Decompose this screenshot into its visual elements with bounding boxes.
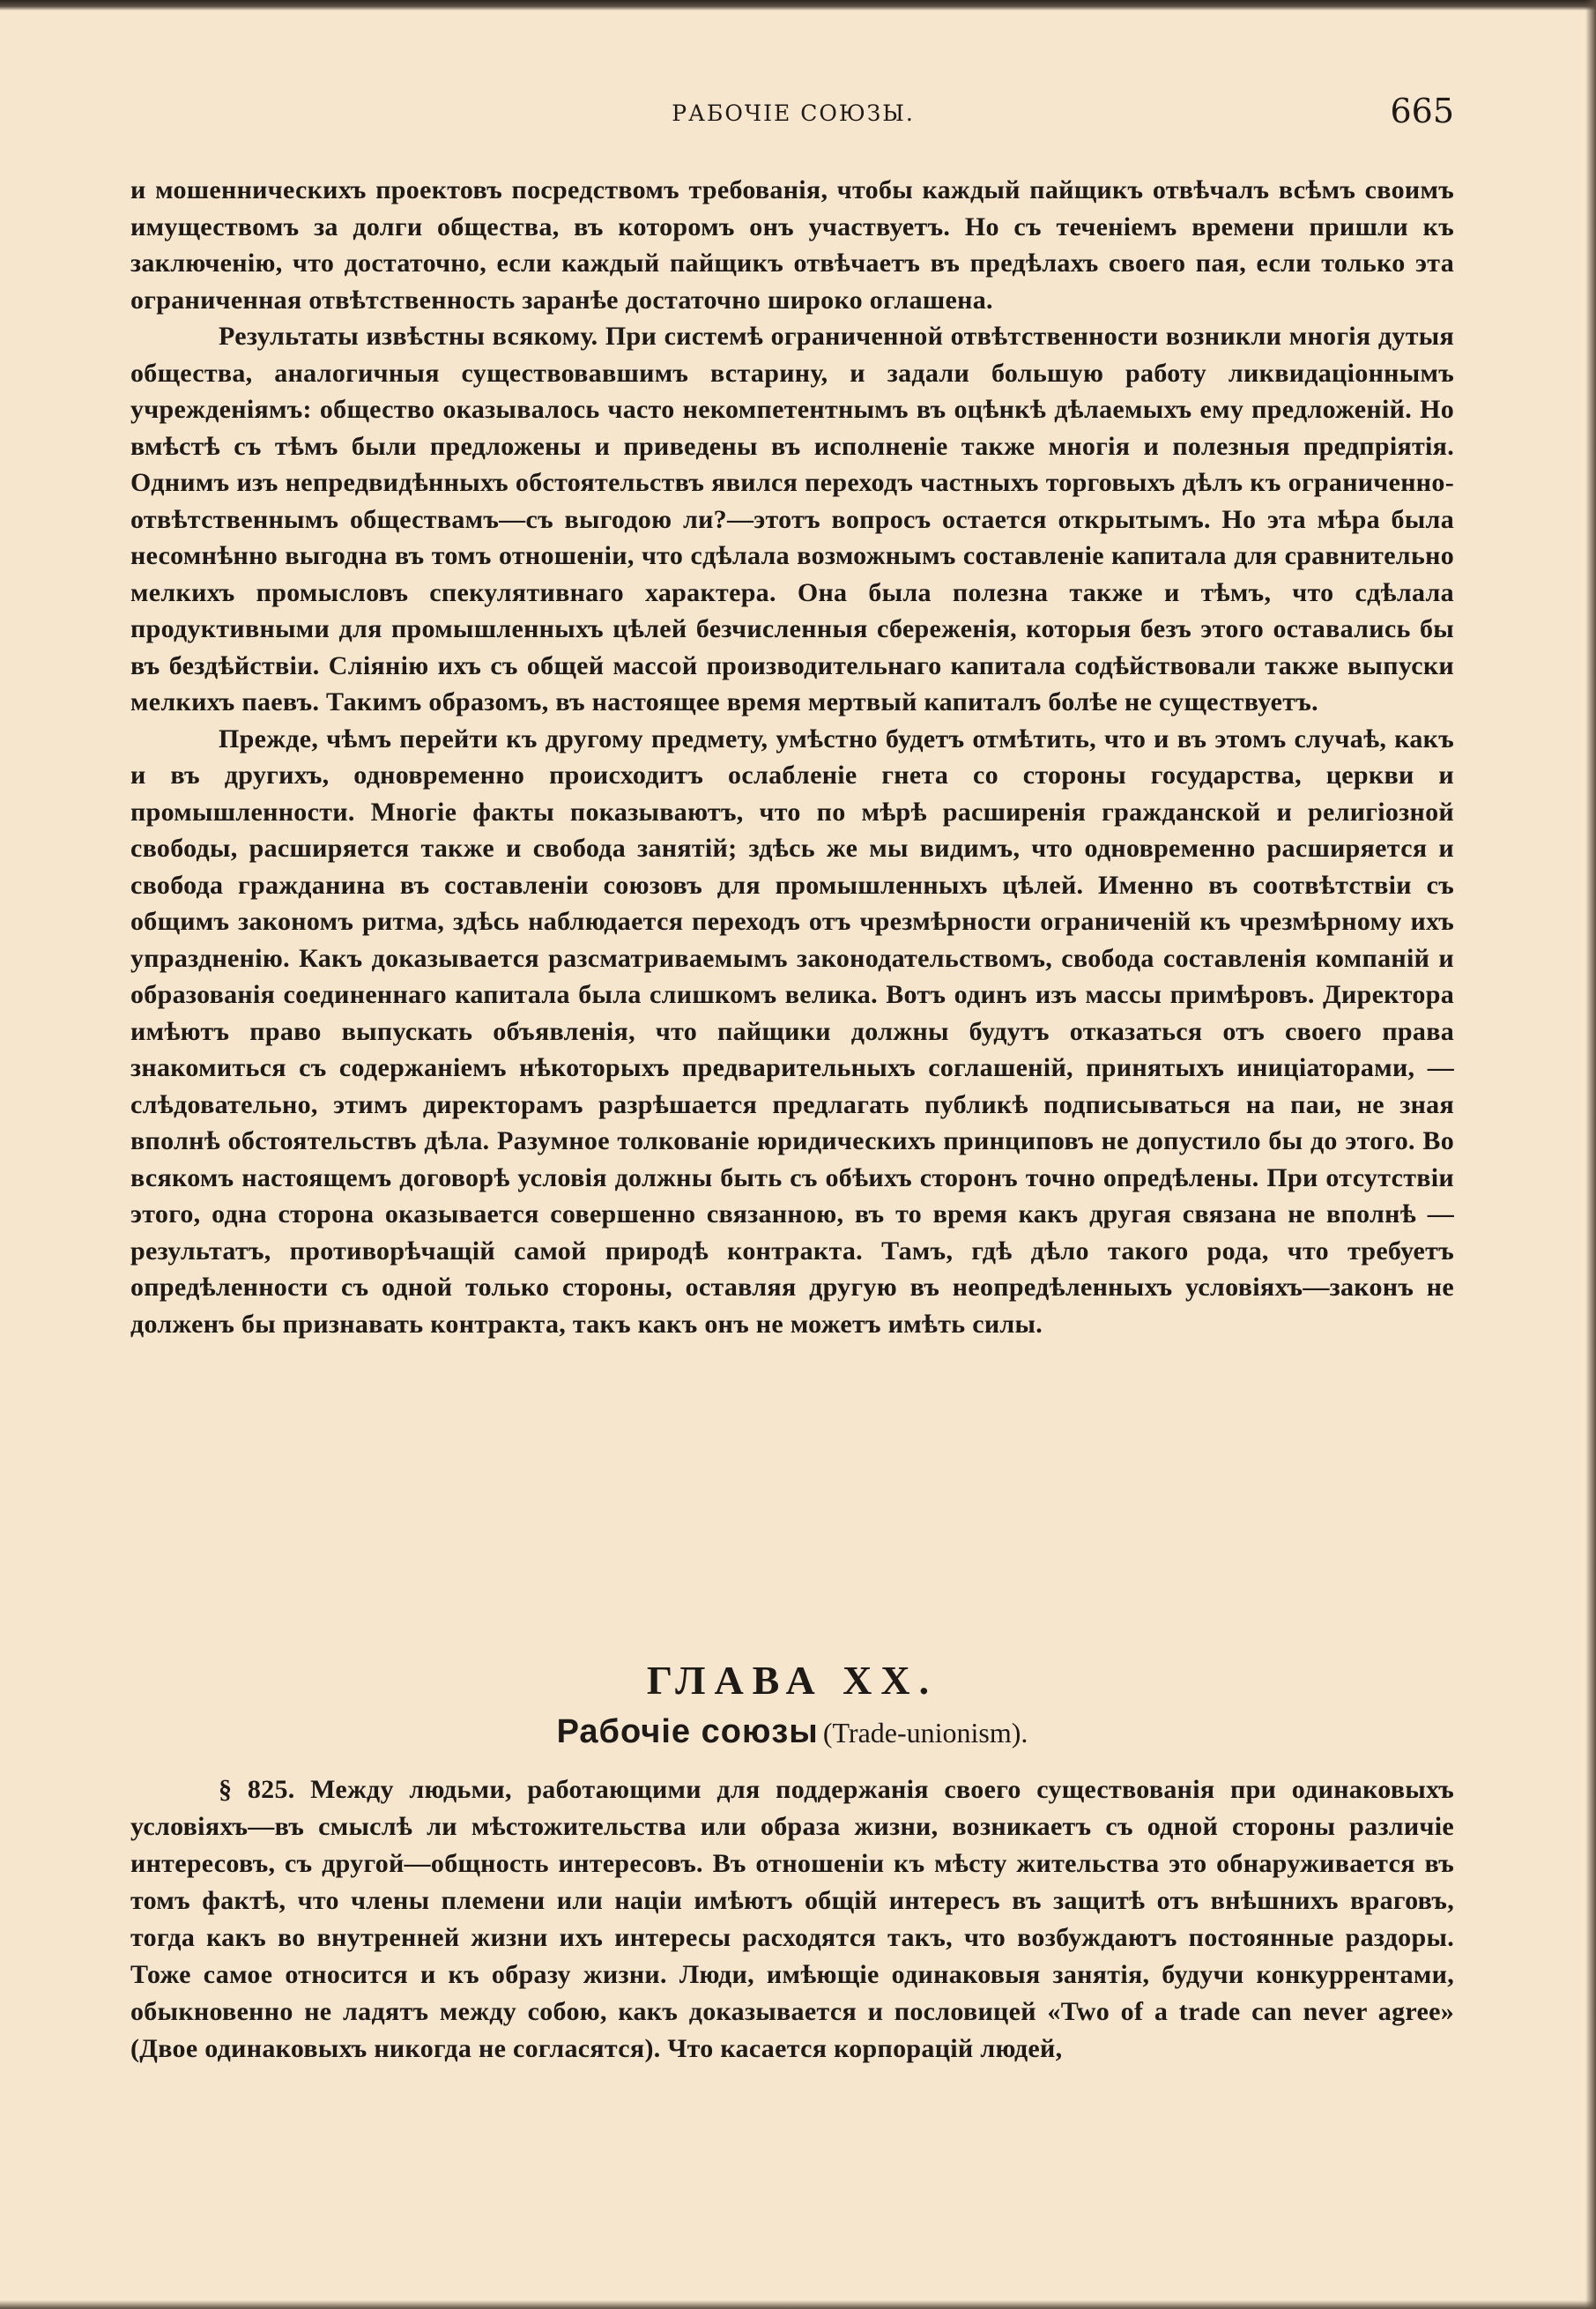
section-825 [130, 1771, 1454, 2068]
body-text [130, 172, 1454, 1342]
chapter-subtitle-parenthetical: (Trade-unionism). [822, 1717, 1028, 1748]
page-top-edge [0, 0, 1596, 11]
section-825-paragraph: § 825. Между людьми, работающими для поддержанія своего существованія при одинаковыхъ условіяхъ—въ смыслѣ ли мѣстожительства или образа жизни, возникаетъ съ одной стороны различіе интересовъ, съ другой—общность интересовъ. Въ отношеніи къ мѣсту жительства это обнаруживается въ томъ фактѣ, что члены племени или націи имѣютъ общій интересъ въ защитѣ отъ внѣшнихъ враговъ, тогда какъ во внутренней жизни ихъ интересы расходятся такъ, что возбуждаютъ постоянные раздоры. Тоже самое относится и къ образу жизни. Люди, имѣющіе одинаковыя занятія, будучи конкуррентами, обыкновенно не ладятъ между собою, какъ доказывается и пословицей «Two of a trade can never agree» (Двое одинаковыхъ никогда не согласятся). Что касается корпорацій людей, [130, 1775, 1454, 2063]
page-right-edge [1585, 0, 1596, 2309]
chapter-title: ГЛАВА XX. [646, 1658, 939, 1703]
running-title: РАБОЧІЕ СОЮЗЫ. [672, 100, 915, 126]
chapter-heading [130, 1657, 1454, 1759]
chapter-subtitle [130, 1713, 1454, 1759]
paragraph-results: Результаты извѣстны всякому. При системѣ ограниченной отвѣтственности возникли многія дутыя общества, аналогичныя существовавшимъ встарину, и задали большую работу ликвидаціоннымъ учрежденіямъ: общество оказывалось часто некомпетентнымъ въ оцѣнкѣ дѣлаемыхъ ему предложеній. Но вмѣстѣ съ тѣмъ были предложены и приведены въ исполненіе также многія и полезныя предпріятія. Однимъ изъ непредвидѣнныхъ обстоятельствъ явился переходъ частныхъ торговыхъ дѣлъ къ ограниченно-отвѣтственнымъ обществамъ—съ выгодою ли?—этотъ вопросъ остается открытымъ. Но эта мѣра была несомнѣнно выгодна въ томъ отношеніи, что сдѣлала возможнымъ составленіе капитала для сравнительно мелкихъ промысловъ спекулятивнаго характера. Она была полезна также и тѣмъ, что сдѣлала продуктивными для промышленныхъ цѣлей безчисленныя сбереженія, которыя безъ этого оставались бы въ бездѣйствіи. Сліянію ихъ съ общей массой производительнаго капитала содѣйствовали также выпуски мелкихъ паевъ. Такимъ образомъ, въ настоящее время мертвый капиталъ болѣе не существуетъ. [130, 322, 1454, 716]
page-number: 665 [1390, 92, 1454, 130]
page-bottom-edge [0, 2300, 1596, 2309]
chapter-subtitle-main: Рабочіе союзы [556, 1713, 819, 1750]
running-head [0, 92, 1596, 141]
paragraph-before-moving-on: Прежде, чѣмъ перейти къ другому предмету, умѣстно будетъ отмѣтить, что и въ этомъ случаѣ, какъ и въ другихъ, одновременно происходитъ ослабленіе гнета со стороны государства, церкви и промышленности. Многіе факты показываютъ, что по мѣрѣ расширенія гражданской и религіозной свободы, расширяется также и свобода занятій; здѣсь же мы видимъ, что одновременно расширяется и свобода гражданина въ составленіи союзовъ для промышленныхъ цѣлей. Именно въ соотвѣтствіи съ общимъ закономъ ритма, здѣсь наблюдается переходъ отъ чрезмѣрности ограниченій къ чрезмѣрному ихъ упраздненію. Какъ доказывается разсматриваемымъ законодательствомъ, свобода составленія компаній и образованія соединеннаго капитала была слишкомъ велика. Вотъ одинъ изъ массы примѣровъ. Директора имѣютъ право выпускать объявленія, что пайщики должны будутъ отказаться отъ своего права знакомиться съ содержаніемъ нѣкоторыхъ предварительныхъ соглашеній, принятыхъ иниціаторами, — слѣдовательно, этимъ директорамъ разрѣшается предлагать публикѣ подписываться на паи, не зная вполнѣ обстоятельствъ дѣла. Разумное толкованіе юридическихъ принциповъ не допустило бы до этого. Во всякомъ настоящемъ договорѣ условія должны быть съ обѣихъ сторонъ точно опредѣлены. При отсутствіи этого, одна сторона оказывается совершенно связанною, въ то время какъ другая связана не вполнѣ — результатъ, противорѣчащій самой природѣ контракта. Тамъ, гдѣ дѣло такого рода, что требуетъ опредѣленности съ одной только стороны, оставляя другую въ неопредѣленныхъ условіяхъ—законъ не долженъ бы признавать контракта, такъ какъ онъ не можетъ имѣть силы. [130, 724, 1454, 1339]
paragraph-continuation: и мошенническихъ проектовъ посредствомъ требованія, чтобы каждый пайщикъ отвѣчалъ всѣмъ своимъ имуществомъ за долги общества, въ которомъ онъ участвуетъ. Но съ теченіемъ времени пришли къ заключенію, что достаточно, если каждый пайщикъ отвѣчаетъ въ предѣлахъ своего пая, если только эта ограниченная отвѣтственность заранѣе достаточно широко оглашена. [130, 175, 1454, 315]
